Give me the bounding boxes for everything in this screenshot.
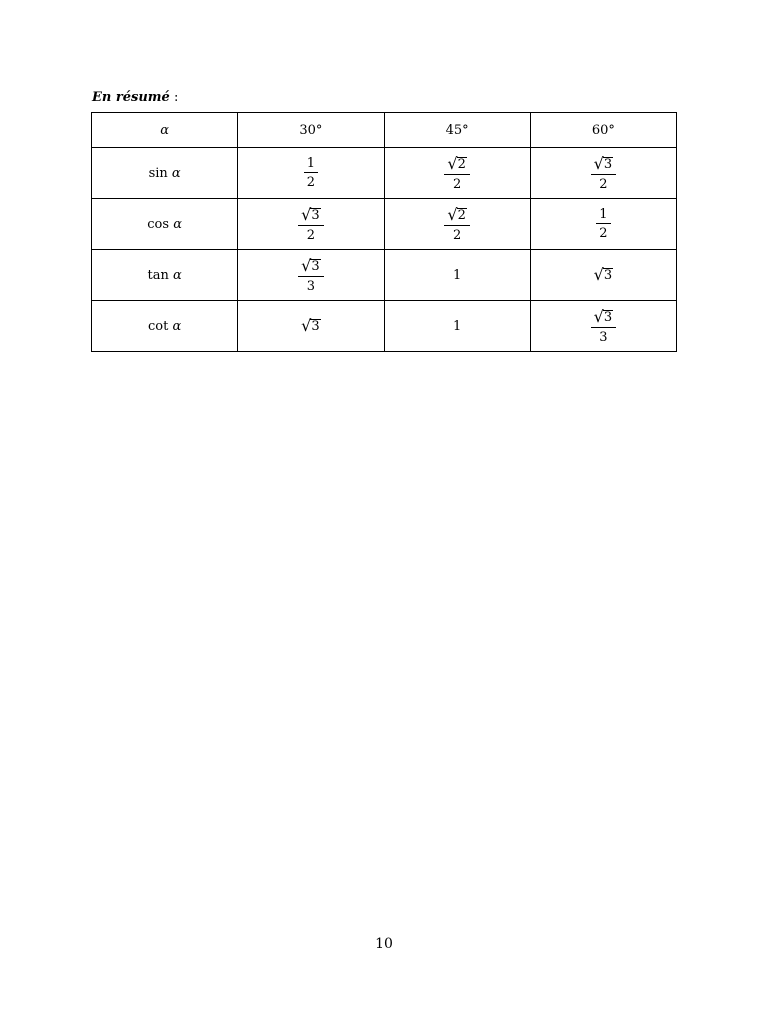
radicand: 3: [311, 318, 320, 334]
cos-45-cell: [384, 199, 530, 250]
fraction-numerator: [444, 204, 469, 226]
cot-45-cell: 1: [384, 301, 530, 352]
fraction-denominator: 2: [452, 176, 462, 192]
radical-sign-icon: √: [301, 315, 312, 335]
column-header-30: 30°: [238, 113, 384, 148]
fraction-numerator: [298, 255, 323, 277]
fraction: [444, 153, 469, 192]
table-row-cos: [92, 199, 677, 250]
tan-30-cell: [238, 250, 384, 301]
radicand: 3: [603, 309, 613, 325]
cos-30-cell: [238, 199, 384, 250]
square-root: [447, 153, 466, 173]
table-row-sin: [92, 148, 677, 199]
function-variable: α: [172, 267, 182, 283]
square-root: [301, 204, 320, 224]
fraction-denominator: 2: [599, 226, 608, 241]
function-variable: α: [171, 165, 181, 181]
function-name: sin: [148, 165, 168, 181]
page-number: 10: [375, 936, 393, 952]
square-root: [301, 255, 320, 275]
radicand: 2: [457, 207, 466, 223]
trig-values-table: [91, 112, 677, 352]
function-variable: α: [173, 216, 182, 232]
square-root: [593, 264, 613, 284]
fraction: [298, 204, 323, 243]
fraction-numerator: [591, 306, 616, 328]
summary-heading-colon: :: [169, 90, 179, 105]
sin-60-cell: [530, 148, 676, 199]
radical-sign-icon: √: [447, 153, 458, 173]
fraction-denominator: 2: [306, 175, 316, 190]
fraction-denominator: 2: [452, 227, 462, 243]
fraction-numerator: [444, 153, 469, 175]
cot-30-cell: [238, 301, 384, 352]
row-label-sin: [92, 148, 238, 199]
fraction: [591, 306, 616, 345]
fraction: [591, 153, 616, 192]
fraction-numerator: 1: [304, 157, 318, 173]
table-row-cot: [92, 301, 677, 352]
function-name: cos: [147, 216, 170, 232]
radicand: 3: [603, 267, 613, 283]
table-row-tan: [92, 250, 677, 301]
row-label-cot: [92, 301, 238, 352]
square-root: [593, 306, 613, 326]
radical-sign-icon: √: [593, 306, 604, 326]
radical-sign-icon: √: [447, 204, 458, 224]
radicand: 2: [457, 156, 466, 172]
radical-sign-icon: √: [593, 264, 604, 284]
summary-heading-lead: En résumé: [92, 90, 170, 105]
function-name: tan: [147, 267, 169, 283]
radicand: 3: [603, 156, 613, 172]
corner-cell: [92, 113, 238, 148]
fraction-numerator: 1: [596, 208, 610, 224]
fraction-denominator: 3: [599, 329, 608, 345]
fraction-denominator: 2: [306, 227, 315, 243]
function-variable: α: [172, 318, 182, 334]
radicand: 3: [311, 258, 320, 274]
radical-sign-icon: √: [593, 153, 604, 173]
fraction-numerator: [591, 153, 616, 175]
fraction: [596, 208, 610, 240]
table-header-row: [92, 113, 677, 148]
row-label-cos: [92, 199, 238, 250]
cot-60-cell: [530, 301, 676, 352]
sin-30-cell: [238, 148, 384, 199]
function-name: cot: [147, 318, 169, 334]
radical-sign-icon: √: [301, 255, 312, 275]
fraction-denominator: 2: [599, 176, 608, 192]
column-header-45: 45°: [384, 113, 530, 148]
row-label-tan: [92, 250, 238, 301]
alpha-symbol: α: [160, 122, 170, 138]
radical-sign-icon: √: [301, 204, 312, 224]
sin-45-cell: [384, 148, 530, 199]
fraction: [304, 157, 318, 189]
fraction-denominator: 3: [306, 278, 315, 294]
square-root: [301, 315, 320, 335]
fraction-numerator: [298, 204, 323, 226]
column-header-60: 60°: [530, 113, 676, 148]
tan-45-cell: 1: [384, 250, 530, 301]
square-root: [593, 153, 613, 173]
radicand: 3: [311, 207, 320, 223]
summary-heading: [92, 90, 178, 106]
cos-60-cell: [530, 199, 676, 250]
square-root: [447, 204, 466, 224]
fraction: [444, 204, 469, 243]
fraction: [298, 255, 323, 294]
tan-60-cell: [530, 250, 676, 301]
